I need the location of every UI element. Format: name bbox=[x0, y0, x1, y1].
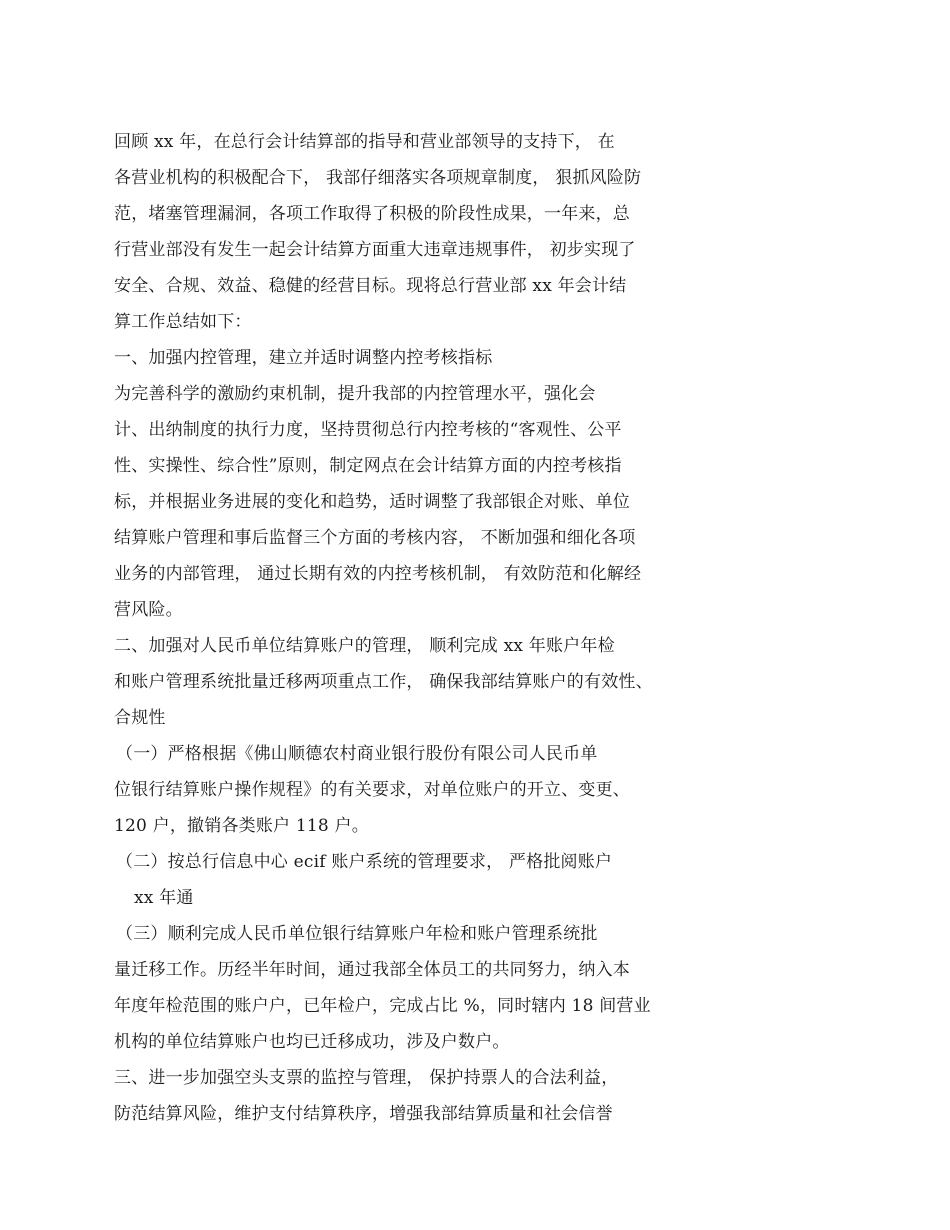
paragraph-line: 回顾 xx 年，在总行会计结算部的指导和营业部领导的支持下， 在 bbox=[114, 132, 615, 152]
section-heading-2: 二、加强对人民币单位结算账户的管理， 顺利完成 xx 年账户年检 bbox=[114, 636, 615, 656]
paragraph-line: 120 户，撤销各类账户 118 户。 bbox=[114, 816, 369, 836]
paragraph-line: 结算账户管理和事后监督三个方面的考核内容， 不断加强和细化各项 bbox=[114, 528, 636, 548]
paragraph-line: 标，并根据业务进展的变化和趋势，适时调整了我部银企对账、单位 bbox=[114, 492, 630, 512]
paragraph-line: 范，堵塞管理漏洞，各项工作取得了积极的阶段性成果，一年来，总 bbox=[114, 204, 630, 224]
paragraph-line: 安全、合规、效益、稳健的经营目标。现将总行营业部 xx 年会计结 bbox=[114, 276, 627, 296]
paragraph-line: 防范结算风险，维护支付结算秩序，增强我部结算质量和社会信誉 bbox=[114, 1104, 613, 1124]
section-heading-1: 一、加强内控管理，建立并适时调整内控考核指标 bbox=[114, 348, 493, 368]
section-heading-2-cont: 合规性 bbox=[114, 708, 166, 728]
section-heading-3: 三、进一步加强空头支票的监控与管理， 保护持票人的合法利益， bbox=[114, 1068, 619, 1088]
paragraph-line: 计、出纳制度的执行力度，坚持贯彻总行内控考核的“客观性、公平 bbox=[114, 420, 622, 440]
paragraph-line: 行营业部没有发生一起会计结算方面重大违章违规事件， 初步实现了 bbox=[114, 240, 636, 260]
subsection-1: （一）严格根据《佛山顺德农村商业银行股份有限公司人民币单 bbox=[116, 744, 598, 764]
subsection-3: （三）顺利完成人民币单位银行结算账户年检和账户管理系统批 bbox=[116, 924, 598, 944]
paragraph-line: 性、实操性、综合性”原则，制定网点在会计结算方面的内控考核指 bbox=[114, 456, 622, 476]
paragraph-line: 各营业机构的积极配合下， 我部仔细落实各项规章制度， 狠抓风险防 bbox=[114, 168, 642, 188]
paragraph-line: 位银行结算账户操作规程》的有关要求，对单位账户的开立、变更、 bbox=[114, 780, 630, 800]
paragraph-line: 算工作总结如下： bbox=[114, 312, 252, 332]
paragraph-line: 机构的单位结算账户也均已迁移成功，涉及户数户。 bbox=[114, 1032, 510, 1052]
paragraph-line: 业务的内部管理， 通过长期有效的内控考核机制， 有效防范和化解经 bbox=[114, 564, 642, 584]
document-body bbox=[114, 124, 734, 1132]
paragraph-line: 年度年检范围的账户户，已年检户，完成占比 %，同时辖内 18 间营业 bbox=[114, 996, 651, 1016]
section-heading-2-cont: 和账户管理系统批量迁移两项重点工作， 确保我部结算账户的有效性、 bbox=[114, 672, 653, 692]
paragraph-line: xx 年通 bbox=[134, 888, 194, 908]
paragraph-line: 为完善科学的激励约束机制，提升我部的内控管理水平，强化会 bbox=[114, 384, 596, 404]
paragraph-line: 量迁移工作。历经半年时间，通过我部全体员工的共同努力，纳入本 bbox=[114, 960, 630, 980]
subsection-2: （二）按总行信息中心 ecif 账户系统的管理要求， 严格批阅账户 bbox=[116, 852, 613, 872]
paragraph-line: 营风险。 bbox=[114, 600, 183, 620]
